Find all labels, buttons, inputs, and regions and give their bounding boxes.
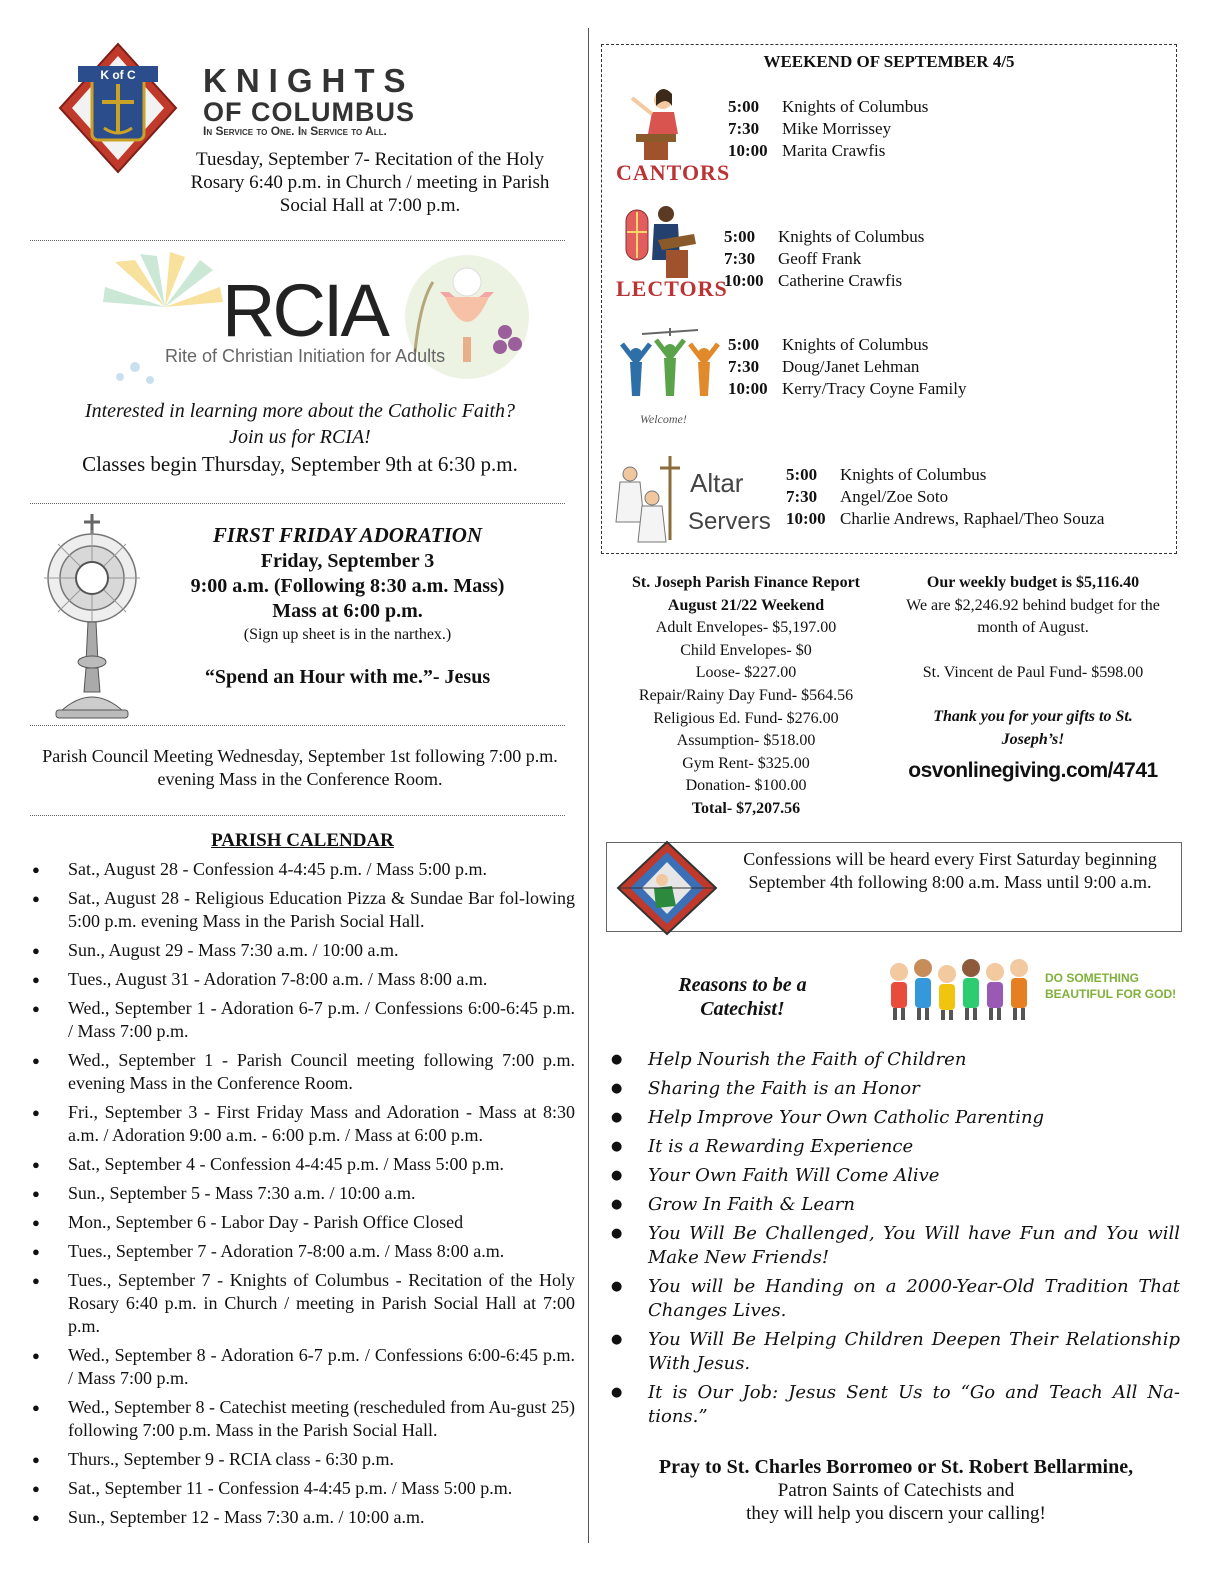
calendar-item: ● Wed., September 1 - Adoration 6-7 p.m. / Confessions 6:00-6:45 p.m. / Mass 7:00 p.m. <box>30 997 575 1043</box>
rcia-line2: Join us for RCIA! <box>229 426 371 448</box>
calendar-title: PARISH CALENDAR <box>211 830 394 851</box>
kofc-tagline: In Service to One. In Service to All. <box>203 124 387 138</box>
finance-report <box>606 572 886 821</box>
adoration-title: FIRST FRIDAY ADORATION <box>212 523 483 547</box>
adoration-mass: Mass at 6:00 p.m. <box>272 600 423 622</box>
kofc-event-text: Tuesday, September 7- Recitation of the Holy Rosary 6:40 p.m. in Church / meeting in Parish Social Hall at 7:00 p.m. <box>190 149 550 216</box>
schedule-person: Knights of Columbus <box>782 335 929 354</box>
schedule-person: Kerry/Tracy Coyne Family <box>782 379 967 398</box>
rcia-line1: Interested in learning more about the Catholic Faith? <box>84 400 516 422</box>
calendar-item: ● Tues., September 7 - Knights of Columbus - Recitation of the Holy Rosary 6:40 p.m. in Church / meeting in Parish Social Hall at 7:00 p.m. <box>30 1269 575 1338</box>
lector-icon <box>622 200 702 280</box>
rcia-text <box>30 398 570 478</box>
schedule-person: Knights of Columbus <box>782 97 929 116</box>
confessions-text: Confessions will be heard every First Saturday beginning September 4th following 8:00 a.m. Mass until 9:00 a.m. <box>743 849 1157 892</box>
greeters-welcome-label: Welcome! <box>640 412 687 426</box>
schedule-person: Angel/Zoe Soto <box>840 487 949 506</box>
svdp-fund: St. Vincent de Paul Fund- $598.00 <box>922 663 1144 681</box>
reason-item: ● Grow In Faith & Learn <box>607 1193 1180 1217</box>
schedule-time: 5:00 <box>724 227 756 246</box>
calendar-item: ● Tues., August 31 - Adoration 7-8:00 a.m. / Mass 8:00 a.m. <box>30 968 575 991</box>
finance-total: Total- $7,207.56 <box>691 799 801 817</box>
adoration-date: Friday, September 3 <box>260 550 435 572</box>
finance-line: Religious Ed. Fund- $276.00 <box>653 709 839 727</box>
schedule-person: Geoff Frank <box>778 249 862 268</box>
thanks-note: Thank you for your gifts to St. Joseph’s! <box>933 708 1133 748</box>
pray-line2: Patron Saints of Catechists and <box>777 1480 1015 1501</box>
reason-item: ● Help Nourish the Faith of Children <box>607 1048 1180 1072</box>
calendar-list <box>30 858 575 1535</box>
schedule-person: Marita Crawfis <box>782 141 886 160</box>
lectors-schedule <box>724 226 924 292</box>
schedule-row <box>786 508 1104 530</box>
patron-saints-prayer <box>607 1456 1185 1525</box>
calendar-item: ● Sat., August 28 - Confession 4-4:45 p.m. / Mass 5:00 p.m. <box>30 858 575 881</box>
reason-item: ● Your Own Faith Will Come Alive <box>607 1164 1180 1188</box>
altar-servers-icon <box>612 452 682 544</box>
schedule-row <box>728 334 966 356</box>
schedule-person: Charlie Andrews, Raphael/Theo Souza <box>840 509 1105 528</box>
calendar-item: ● Sun., September 12 - Mass 7:30 a.m. / 10:00 a.m. <box>30 1506 575 1529</box>
monstrance-icon <box>40 512 145 722</box>
budget-note: We are $2,246.92 behind budget for the month of August. <box>906 596 1160 637</box>
finance-line: Repair/Rainy Day Fund- $564.56 <box>638 686 854 704</box>
schedule-time: 7:30 <box>724 249 756 268</box>
reason-item: ● It is Our Job: Jesus Sent Us to “Go and Teach All Na-tions.” <box>607 1381 1180 1429</box>
kofc-emblem-letters: K of C <box>100 68 136 82</box>
cantors-label: CANTORS <box>616 160 731 185</box>
rcia-logo-word: RCIA <box>222 269 387 352</box>
do-something-line1: DO SOMETHING <box>1045 971 1140 985</box>
section-divider <box>30 240 565 241</box>
altar-servers-label-1: Altar <box>690 468 744 498</box>
council-notice: Parish Council Meeting Wednesday, September 1st following 7:00 p.m. evening Mass in the Conference Room. <box>42 746 558 789</box>
greeters-schedule <box>728 334 966 400</box>
calendar-item: ● Thurs., September 9 - RCIA class - 6:30 p.m. <box>30 1448 575 1471</box>
schedule-row <box>728 96 928 118</box>
catechist-heading <box>640 973 845 1021</box>
finance-line: Child Envelopes- $0 <box>680 641 812 659</box>
greeters-icon <box>614 326 724 416</box>
kofc-title-line1: KNIGHTS <box>203 62 415 99</box>
lectors-label: LECTORS <box>616 276 728 301</box>
adoration-quote: “Spend an Hour with me.”- Jesus <box>204 666 491 688</box>
reason-item: ● Sharing the Faith is an Honor <box>607 1077 1180 1101</box>
schedule-row <box>728 356 966 378</box>
finance-line: Loose- $227.00 <box>695 664 797 682</box>
finance-line: Gym Rent- $325.00 <box>682 754 810 772</box>
budget-info <box>888 572 1178 782</box>
reason-item: ● You Will Be Challenged, You Will have Fun and You will Make New Friends! <box>607 1222 1180 1270</box>
schedule-row <box>728 140 928 162</box>
adoration-section <box>150 522 545 690</box>
reason-item: ● Help Improve Your Own Catholic Parenting <box>607 1106 1180 1130</box>
calendar-item: ● Sun., August 29 - Mass 7:30 a.m. / 10:00 a.m. <box>30 939 575 962</box>
calendar-item: ● Wed., September 8 - Catechist meeting (rescheduled from Au-gust 25) following 7:00 p.m. Mass in the Parish Social Hall. <box>30 1396 575 1442</box>
catechist-reasons-list <box>607 1048 1180 1434</box>
schedule-row <box>724 248 924 270</box>
finance-line: Adult Envelopes- $5,197.00 <box>655 619 837 637</box>
schedule-person: Mike Morrissey <box>782 119 892 138</box>
rcia-classes: Classes begin Thursday, September 9th at 6:30 p.m. <box>82 452 518 476</box>
catechist-heading-line1: Reasons to be a <box>678 974 807 996</box>
weekend-schedule-title: WEEKEND OF SEPTEMBER 4/5 <box>763 52 1015 71</box>
calendar-item: ● Sat., September 4 - Confession 4-4:45 p.m. / Mass 5:00 p.m. <box>30 1153 575 1176</box>
reason-item: ● You will be Handing on a 2000-Year-Old Tradition That Changes Lives. <box>607 1275 1180 1323</box>
catechist-heading-line2: Catechist! <box>700 998 785 1020</box>
section-divider <box>30 503 565 504</box>
column-divider <box>588 28 589 1543</box>
schedule-time: 7:30 <box>786 487 818 506</box>
altar-servers-schedule <box>786 464 1104 530</box>
schedule-row <box>786 464 1104 486</box>
adoration-time: 9:00 a.m. (Following 8:30 a.m. Mass) <box>190 575 505 597</box>
calendar-item: ● Tues., September 7 - Adoration 7-8:00 a.m. / Mass 8:00 a.m. <box>30 1240 575 1263</box>
calendar-item: ● Wed., September 1 - Parish Council meeting following 7:00 p.m. evening Mass in the Conference Room. <box>30 1049 575 1095</box>
schedule-person: Knights of Columbus <box>840 465 987 484</box>
cantor-icon <box>618 86 698 161</box>
calendar-item: ● Mon., September 6 - Labor Day - Parish Office Closed <box>30 1211 575 1234</box>
cantors-schedule <box>728 96 928 162</box>
schedule-row <box>728 118 928 140</box>
schedule-time: 10:00 <box>728 141 768 160</box>
schedule-row <box>786 486 1104 508</box>
do-something-line2: BEAUTIFUL FOR GOD! <box>1045 987 1177 1001</box>
adoration-signup: (Sign up sheet is in the narthex.) <box>243 626 452 643</box>
section-divider <box>30 725 565 726</box>
schedule-time: 5:00 <box>786 465 818 484</box>
calendar-item: ● Fri., September 3 - First Friday Mass and Adoration - Mass at 8:30 a.m. / Adoration 9:00 a.m. - 6:00 p.m. / Mass at 6:00 p.m. <box>30 1101 575 1147</box>
kofc-emblem <box>58 42 178 174</box>
schedule-time: 7:30 <box>728 357 760 376</box>
reason-item: ● You Will Be Helping Children Deepen Their Relationship With Jesus. <box>607 1328 1180 1376</box>
schedule-row <box>724 226 924 248</box>
calendar-item: ● Sat., August 28 - Religious Education Pizza & Sundae Bar fol-lowing 5:00 p.m. evening Mass in the Parish Social Hall. <box>30 887 575 933</box>
children-illustration <box>885 952 1040 1024</box>
finance-line: Assumption- $518.00 <box>676 732 816 750</box>
pray-line3: they will help you discern your calling! <box>746 1503 1046 1524</box>
calendar-item: ● Wed., September 8 - Adoration 6-7 p.m. / Confessions 6:00-6:45 p.m. / Mass 7:00 p.m. <box>30 1344 575 1390</box>
online-giving-link[interactable]: osvonlinegiving.com/4741 <box>908 758 1158 782</box>
schedule-time: 10:00 <box>728 379 768 398</box>
schedule-time: 10:00 <box>786 509 826 528</box>
schedule-time: 5:00 <box>728 97 760 116</box>
schedule-person: Catherine Crawfis <box>778 271 903 290</box>
finance-weekend: August 21/22 Weekend <box>667 596 825 614</box>
schedule-row <box>728 378 966 400</box>
calendar-item: ● Sat., September 11 - Confession 4-4:45 p.m. / Mass 5:00 p.m. <box>30 1477 575 1500</box>
do-something-badge <box>1045 970 1176 1002</box>
pray-line1: Pray to St. Charles Borromeo or St. Robert Bellarmine, <box>658 1456 1134 1478</box>
schedule-time: 10:00 <box>724 271 764 290</box>
schedule-time: 7:30 <box>728 119 760 138</box>
kofc-title-line2: OF COLUMBUS <box>203 97 415 127</box>
finance-title: St. Joseph Parish Finance Report <box>632 574 860 591</box>
section-divider <box>30 815 565 816</box>
budget-title: Our weekly budget is $5,116.40 <box>926 574 1140 591</box>
altar-servers-label-2: Servers <box>688 508 771 535</box>
calendar-item: ● Sun., September 5 - Mass 7:30 a.m. / 10:00 a.m. <box>30 1182 575 1205</box>
schedule-person: Doug/Janet Lehman <box>782 357 920 376</box>
schedule-row <box>724 270 924 292</box>
schedule-person: Knights of Columbus <box>778 227 925 246</box>
schedule-time: 5:00 <box>728 335 760 354</box>
reason-item: ● It is a Rewarding Experience <box>607 1135 1180 1159</box>
finance-line: Donation- $100.00 <box>685 777 807 795</box>
rcia-logo-subtitle: Rite of Christian Initiation for Adults <box>165 346 446 366</box>
stained-glass-icon <box>616 840 718 936</box>
